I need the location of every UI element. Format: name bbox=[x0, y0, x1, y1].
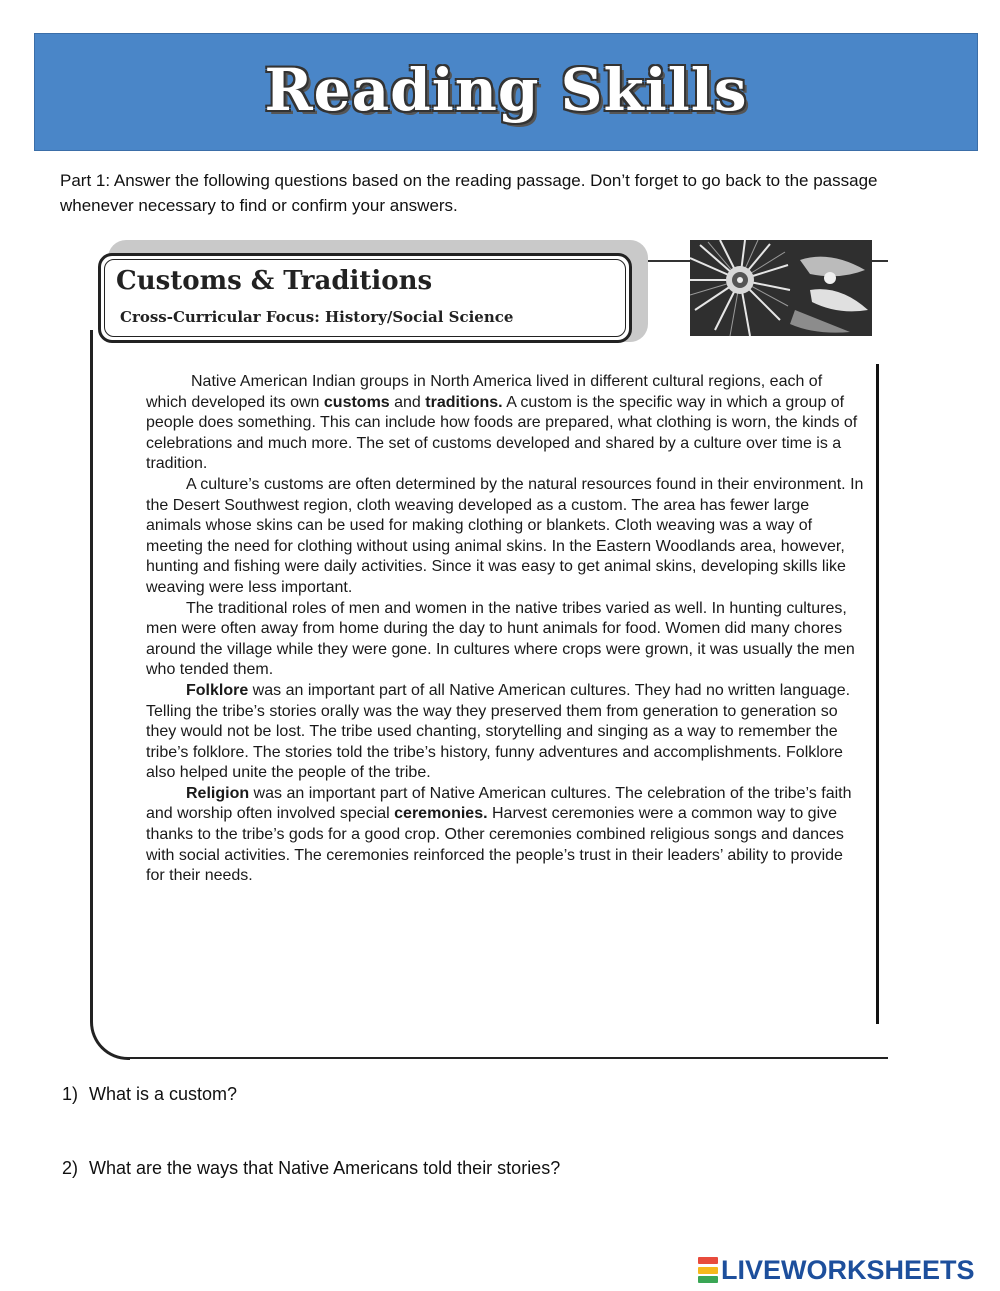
passage-paragraph: Religion was an important part of Native American cultures. The celebration of the tribe’s faith and worship often involved special ceremonies. Harvest ceremonies were a common way to give thanks to the tribe’s gods for a good crop. Other ceremonies combined religious songs and dances with social activities. The ceremonies reinforced the people’s trust in their leaders’ ability to provide for their needs. bbox=[146, 784, 852, 885]
passage-paragraph: Native American Indian groups in North America lived in different cultural regions, each of which developed its own customs and traditions. A custom is the specific way in which a group of people does something. This can include how foods are prepared, what clothing is worn, the kinds of celebrations and much more. The set of customs developed and shared by a culture over time is a tradition. bbox=[146, 373, 858, 473]
divider-line bbox=[648, 260, 692, 262]
divider-line bbox=[872, 260, 888, 262]
header-banner bbox=[34, 33, 978, 151]
instructions-text: Part 1: Answer the following questions based on the reading passage. Don’t forget to go back to the passage whenever necessary to find or confirm your answers. bbox=[60, 171, 878, 215]
logo-blocks-icon bbox=[698, 1257, 718, 1283]
passage-paragraph: A culture’s customs are often determined by the natural resources found in their environment. In the Desert Southwest region, cloth weaving developed as a custom. The area has fewer large animals whose skins can be used for making clothing or blankets. Cloth weaving was a way of meeting the need for clothing without using animal skins. In the Eastern Woodlands area, however, hunting and fishing were daily activities. Since it was easy to get animal skins, developing skills like weaving were less important. bbox=[146, 475, 864, 596]
banner-title: Reading Skills bbox=[264, 56, 748, 124]
question-1: 1) What is a custom? bbox=[62, 1084, 238, 1104]
passage-bottom-border bbox=[126, 1057, 888, 1059]
passage-title: Customs & Traditions bbox=[116, 266, 433, 296]
passage-left-border bbox=[90, 330, 130, 1060]
liveworksheets-logo bbox=[698, 1256, 975, 1284]
headdress-photo bbox=[690, 240, 872, 336]
cross-curricular-focus: Cross-Curricular Focus: History/Social Science bbox=[120, 308, 514, 326]
passage-right-border bbox=[876, 364, 879, 1024]
question-2: 2) What are the ways that Native Americans told their stories? bbox=[62, 1158, 561, 1178]
reading-passage bbox=[146, 372, 866, 887]
logo-text: LIVEWORKSHEETS bbox=[721, 1254, 975, 1285]
headdress-photo-graphic bbox=[690, 240, 872, 336]
passage-paragraph: Folklore was an important part of all Native American cultures. They had no written language. Telling the tribe’s stories orally was the way they preserved them from generation to generation so they would not be lost. The tribe used chanting, storytelling and singing as a way to remember the tribe’s folklore. The stories told the tribe’s history, funny adventures and accomplishments. Folklore also helped unite the people of the tribe. bbox=[146, 681, 851, 782]
passage-paragraph: The traditional roles of men and women in the native tribes varied as well. In hunting cultures, men were often away from home during the day to hunt animals for food. Women did many chores around the village while they were gone. In cultures where crops were grown, it was usually the men who tended them. bbox=[146, 599, 855, 679]
